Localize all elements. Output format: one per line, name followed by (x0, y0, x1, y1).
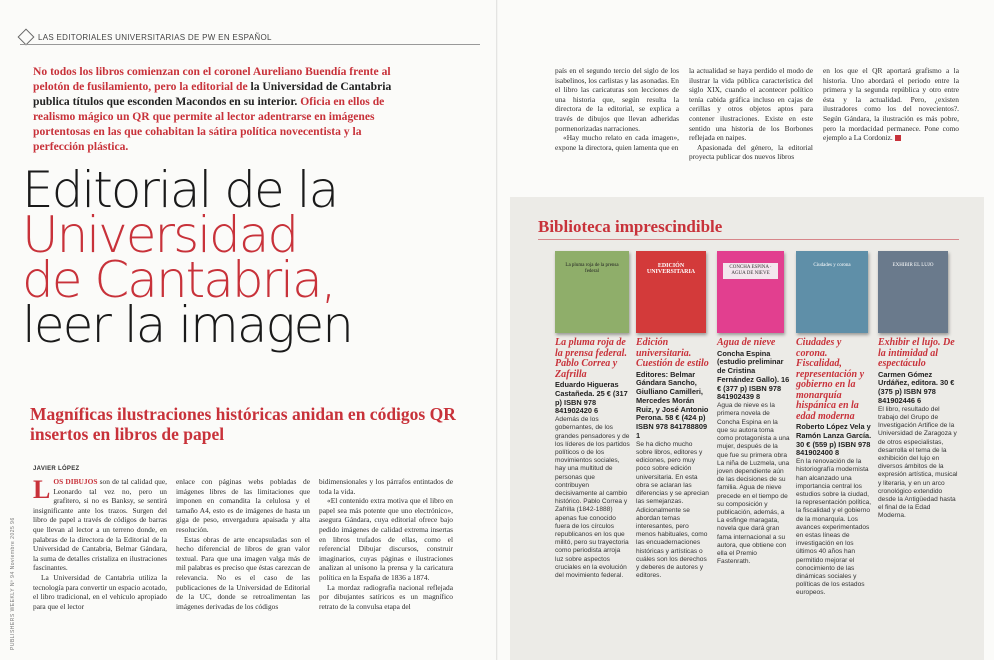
book-cover-1-text: La pluma roja de la prensa federal (565, 263, 619, 274)
book-cover-2-text: EDICIÓN UNIVERSITARIA (646, 263, 696, 275)
book-entry-5 (878, 338, 958, 521)
book-title-3: Agua de nieve (717, 337, 776, 348)
book-entry-4 (796, 338, 872, 598)
book-cover-4 (796, 251, 868, 333)
col5-p2: Apasionada del género, la editorial proyecta publicar dos nuevos libros (689, 142, 813, 162)
section-label: LAS EDITORIALES UNIVERSITARIAS DE PW EN ESPAÑOL (38, 32, 272, 42)
book-entry-1 (555, 338, 630, 580)
col1-p1: son de tal calidad que, Leonardo tal vez no, pero un grafitero, si no es Banksy, se sentirá insignificante ante los trazos. Surgen del libro de papel a través de códigos de barras que llevan al lector a un terreno donde, en palabras de la directora de la Editorial de la Universidad de Cantabria, Belmar Gándara, la suma de detalles cristaliza en ilustraciones fascinantes. (33, 477, 167, 573)
end-mark-icon (895, 135, 901, 141)
header-rule (20, 44, 480, 45)
book-desc-1: Además de los gobernantes, de los grandes pensadores y de los líderes de los partidos políticos o de los movimientos sociales, hay una multitud de personas que contribuyen decisivamente al cambio histórico. Pablo Correa y Zafrilla (1842-1888) apenas fue conocido fuera de los círculos republicanos en los que militó, pero su trayectoria como periodista arroja luz sobre aspectos cruciales en la evolución del movimiento federal. (555, 416, 630, 580)
title-line-4: leer la imagen (22, 296, 352, 354)
book-cover-1 (555, 251, 629, 333)
book-desc-5: El libro, resultado del trabajo del Grupo de Investigación Artifice de la Universidad de Zaragoza y de otros especialistas, desarrolla el tema de la exhibición del lujo en diversos ámbitos de la expresión artística, musical y literaria, y en un arco cronológico extendido desde la Antigüedad hasta el final de la Edad Moderna. (878, 405, 958, 520)
book-meta-1: Eduardo Higueras Castañeda. 25 € (317 p) ISBN 978 841902420 6 (555, 380, 628, 416)
book-title-5: Exhibir el lujo. De la intimidad al espectáculo (878, 337, 955, 369)
book-title-2: Edición universitaria. Cuestión de estilo (636, 337, 709, 369)
book-meta-2: Editores: Belmar Gándara Sancho, Giulliano Camilleri, Mercedes Morán Ruiz, y José Antonio Perona. 58 € (424 p) ISBN 978 841788809 1 (636, 369, 709, 441)
body-column-3 (319, 477, 453, 611)
drop-cap: L (33, 475, 51, 504)
biblioteca-rule (538, 239, 959, 240)
col5-p1: la actualidad se haya perdido el modo de ilustrar la vida pública característica del siglo XIX, cuando el acontecer político tenía cabida gráfica incluso en cajas de cerillas y otros objetos aptos para contener ilustraciones. Existe en este sentido una historia de los Borbones reflejada en naipes. (689, 66, 813, 143)
book-cover-5-text: EXHIBIR EL LUJO (892, 263, 934, 268)
col4-p1: país en el segundo tercio del siglo de los isabelinos, los carlistas y las asonadas. En el libro las caricaturas son lecciones de una historia que, según resulta la directora de la editorial, se explica a través de dibujos que llevan adheridas pormenorizadas narraciones. (555, 66, 679, 133)
folio-left: PUBLISHERS WEEKLY Nº 94 Noviembre 2025 96 (10, 517, 16, 650)
lead-words: OS DIBUJOS (53, 477, 98, 486)
body-column-1 (33, 477, 167, 611)
intro-text (33, 64, 415, 154)
book-meta-4: Roberto López Vela y Ramón Lanza García. 30 € (559 p) ISBN 978 841902400 8 (796, 422, 872, 458)
book-cover-4-text: Ciudades y corona (813, 263, 851, 268)
col3-p2: «El contenido extra motiva que el libro en papel sea más potente que uno electrónico», asegura Gándara, cuya editorial ofrece bajo pedido imágenes de calidad extrema insertas en libros trufados de ellas, como el referencial Dibujar discursos, construir imaginarios, cuyas páginas e ilustraciones analizan al unísono la prensa y la caricatura política en la España de 1836 a 1874. (319, 496, 453, 582)
col3-p3: La mordaz radiografía nacional reflejada por dibujantes satíricos es un magnífico retrato de la convulsa etapa del (319, 582, 453, 611)
byline: JAVIER LÓPEZ (33, 466, 80, 472)
book-cover-2 (636, 251, 706, 333)
book-cover-3-text: CONCHA ESPINA · AGUA DE NIEVE (723, 263, 778, 279)
intro-part-2: la Universidad de Cantabria publica títulos que esconden Macondos en su interior. (33, 80, 392, 108)
col4-p2: «Hay mucho relato en cada imagen», expone la directora, quien lamenta que en (555, 133, 679, 152)
article-subtitle: Magníficas ilustraciones históricas anidan en códigos QR insertos en libros de papel (30, 404, 456, 444)
title-line-1: Editorial de la (22, 161, 338, 219)
book-entry-2 (636, 338, 709, 580)
book-cover-3 (717, 251, 784, 333)
book-desc-2: Se ha dicho mucho sobre libros, editores y ediciones, pero muy poco sobre edición universitaria. En esta obra se aclaran las diferencias y se aprecian las semejanzas. Adicionalmente se abordan temas interesantes, pero menos habituales, como las encuadernaciones históricas y artísticas o cuáles son los derechos y deberes de autores y editores. (636, 440, 709, 580)
title-line-3: de Cantabria, (22, 251, 335, 309)
intro-part-3: Oficia en ellos de realismo mágico un QR que permite al lector adentrarse en imágenes portentosas en las que cohabitan la sátira política novecentista y la perfección plástica. (33, 95, 385, 153)
book-title-4: Ciudades y corona. Fiscalidad, representación y gobierno en la monarquía hispánica en la edad moderna (796, 337, 865, 422)
book-desc-3: Agua de nieve es la primera novela de Concha Espina en la que su autora toma como protagonista a una mujer, después de la que fue su primera obra La niña de Luzmela, una joven dependiente aún de las decisiones de su familia. Agua de nieve precede en el tiempo de su composición y publicación, además, a La esfinge maragata, novela que dará gran fama internacional a su autora, que obtiene con ella el Premio Fastenrath. (717, 402, 790, 566)
body-column-4 (555, 66, 679, 152)
body-column-2 (176, 477, 310, 611)
book-meta-3: Concha Espina (estudio preliminar de Cristina Fernández Gallo). 16 € (377 p) ISBN 978 841902439 8 (717, 348, 790, 402)
title-line-2: Universidad (22, 206, 298, 264)
body-column-6 (823, 66, 959, 143)
col1-p2: La Universidad de Cantabria utiliza la tecnología para convertir un espacio acotado, el libro tradicional, en el vehículo apropiado para que el lector (33, 572, 167, 611)
article-title (22, 161, 492, 354)
book-cover-5 (878, 251, 948, 333)
col3-p1: bidimensionales y los párrafos entintados de toda la vida. (319, 477, 453, 496)
book-desc-4: En la renovación de la historiografía modernista han alcanzado una importancia central los estudios sobre la ciudad, la representación política, la fiscalidad y el gobierno de la monarquía. Los avances experimentados en estas líneas de investigación en los últimos 40 años han permitido mejorar el conocimiento de las dinámicas sociales y políticas de los estados europeos. (796, 458, 872, 597)
intro-part-1: No todos los libros comienzan con el coronel Aureliano Buendía frente al pelotón de fusilamiento, pero la editorial de (33, 65, 391, 93)
diamond-icon (18, 29, 35, 46)
page-gutter (496, 0, 498, 660)
book-title-1: La pluma roja de la prensa federal. Pablo Correa y Zafrilla (555, 337, 627, 380)
section-header (20, 31, 272, 43)
book-entry-3 (717, 338, 790, 566)
col2-p1: enlace con páginas webs pobladas de imágenes libres de las limitaciones que imponen en comandita la celulosa y el tamaño A4, esto es de imágenes de hasta un giga de peso, envergadura apaisada y alta resolución. (176, 477, 310, 534)
biblioteca-title: Biblioteca imprescindible (538, 217, 723, 236)
book-meta-5: Carmen Gómez Urdáñez, editora. 30 € (375 p) ISBN 978 841902446 6 (878, 369, 955, 405)
col2-p2: Estas obras de arte encapsuladas son el hecho diferencial de libros de gran valor textual. Para que una imagen valga más de mil palabras es preciso que éstas carezcan de relevancia. No es el caso de las publicaciones de la Universidad de Editorial de la UC, donde se retroalimentan las imágenes derivadas de los códigos (176, 534, 310, 611)
col6-p1: en los que el QR aportará grafismo a la historia. Uno abordará el periodo entre la primera y la segunda república y otro entre ésta y la actualidad. Pero, ¿existen ilustradores como los del novecientos?. Según Gándara, la ilustración es más pobre, pero la mordacidad permanece. Pone como ejemplo a La Cordoniz. (823, 66, 959, 143)
body-column-5 (689, 66, 813, 162)
